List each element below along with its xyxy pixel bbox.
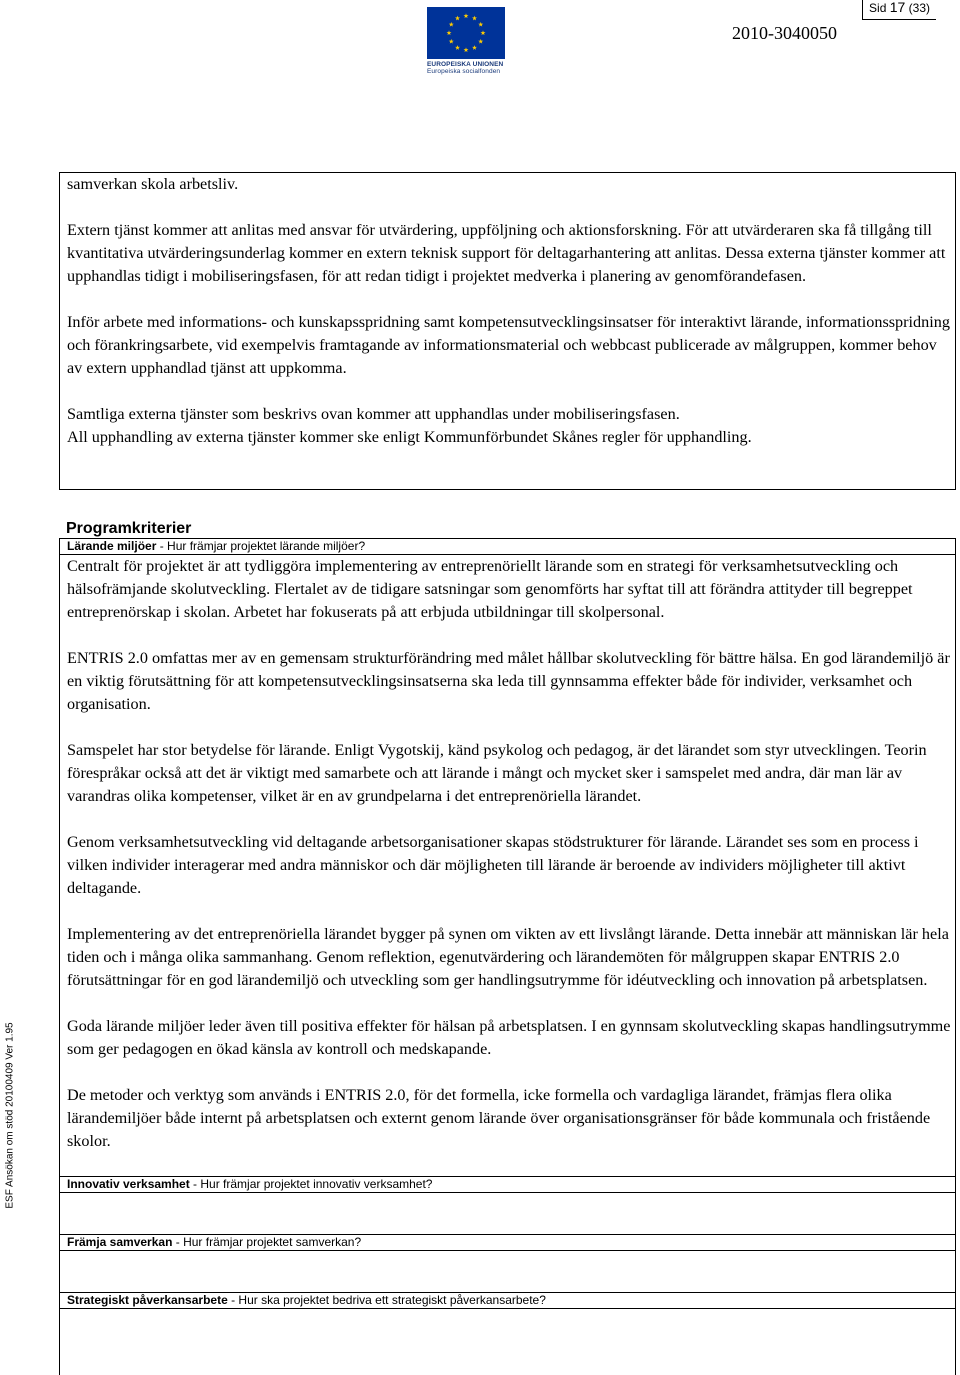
paragraph: Inför arbete med informations- och kunskapsspridning samt kompetensutvecklingsinsatser för interaktivt lärande, informationsspridning och förankringsarbete, vid exempelvis framtagande av informationsmaterial och webbcast publicerade av målgruppen, kommer behov av extern upphandlad tjänst att uppkomma. (67, 313, 950, 377)
eu-caption-line1: EUROPEISKA UNIONEN (427, 61, 504, 68)
question-title: Innovativ verksamhet (67, 1177, 190, 1191)
question-text: - Hur främjar projektet innovativ verksamhet? (189, 1177, 433, 1191)
paragraph: Samspelet har stor betydelse för lärande. Enligt Vygotskij, känd psykolog och pedagog, är det lärandet som styr utvecklingen. Teorin förespråkar också att det är viktigt med samarbete och att lärande i mångt och mycket sker i samspelet med andra, där man lär av varandras olika kompetenser, vilket är en av grundpelarna i det entreprenöriella lärandet. (67, 741, 927, 805)
paragraph: ENTRIS 2.0 omfattas mer av en gemensam strukturförändring med målet hållbar skolutveckling för bättre hälsa. En god lärandemiljö är en viktig förutsättning för att kompetensutvecklingsinsatserna ska leda till gynnsamma effekter både för individer, verksamhet och organisation. (67, 649, 950, 713)
page-total: (33) (908, 1, 930, 15)
question-strategic-influence (60, 1292, 955, 1309)
question-text: - Hur främjar projektet samverkan? (172, 1235, 362, 1249)
question-title: Lärande miljöer (67, 539, 157, 553)
continued-text (60, 173, 955, 449)
question-text: - Hur ska projektet bedriva ett strategiskt påverkansarbete? (227, 1293, 546, 1307)
answer-learning-environments (60, 555, 955, 1176)
paragraph: Implementering av det entreprenöriella lärandet bygger på synen om vikten av ett livslångt lärande. Detta innebär att människan lär hela tiden och i många olika sammanhang. Genom reflektion, egenutvärdering och lärandemöten för målgruppen skapar ENTRIS 2.0 förutsättningar för en god lärandemiljö och utveckling som ger handlingsutrymme för idéutveckling och innovation på arbetsplatsen. (67, 925, 949, 989)
question-title: Strategiskt påverkansarbete (67, 1293, 228, 1307)
criteria-grid (59, 538, 956, 1375)
paragraph: De metoder och verktyg som används i ENTRIS 2.0, för det formella, icke formella och vardagliga lärandet, främjas flera olika lärandemiljöer både internt på arbetsplatsen och externt genom lärande över organisationsgränser för både kommunala och fristående skolor. (67, 1086, 931, 1150)
paragraph: Goda lärande miljöer leder även till positiva effekter för hälsan på arbetsplatsen. I en gynnsam skolutveckling skapas handlingsutrymme som ger pedagogen en ökad känsla av kontroll och medskapande. (67, 1017, 951, 1058)
question-innovative-activity (60, 1176, 955, 1193)
page-number (862, 0, 936, 20)
question-title: Främja samverkan (67, 1235, 173, 1249)
side-version-label: ESF Ansökan om stöd 20100409 Ver 1.95 (4, 1022, 16, 1209)
paragraph: Centralt för projektet är att tydliggöra implementering av entreprenöriellt lärande som en strategi för verksamhetsutveckling och hälsofrämjande skolutveckling. Flertalet av de tidigare satsningar som genomförts har syftat till att förändra attityder till begreppet entreprenörskap i skolan. Arbetet har fokuserats på att erbjuda utbildningar till skolpersonal. (67, 557, 913, 621)
answer-innovative-activity (60, 1193, 955, 1234)
continued-text-box (59, 172, 956, 490)
document-id: 2010-3040050 (732, 23, 837, 43)
paragraph: All upphandling av externa tjänster kommer ske enligt Kommunförbundet Skånes regler för upphandling. (67, 428, 752, 446)
eu-flag-icon (427, 7, 505, 59)
section-heading: Programkriterier (66, 520, 192, 537)
paragraph: Extern tjänst kommer att anlitas med ansvar för utvärdering, uppföljning och aktionsforskning. För att utvärderaren ska få tillgång till kvantitativa utvärderingsunderlag kommer en extern teknisk support för deltagarhantering att anlitas. Dessa externa tjänster kommer att upphandlas tidigt i mobiliseringsfasen, för att redan tidigt i projektet medverka i planering av genomförandefasen. (67, 221, 946, 285)
question-text: - Hur främjar projektet lärande miljöer? (156, 539, 366, 553)
paragraph: samverkan skola arbetsliv. (67, 175, 239, 193)
eu-logo (427, 7, 507, 75)
paragraph: Genom verksamhetsutveckling vid deltagande arbetsorganisationer skapas stödstrukturer för lärande. Lärandet ses som en process i vilken individer interagerar med andra människor och där möjligheten till lärande är beroende av individers möjligheter till aktivt deltagande. (67, 833, 919, 897)
question-cooperation (60, 1234, 955, 1251)
question-learning-environments (60, 538, 955, 555)
paragraph: Samtliga externa tjänster som beskrivs ovan kommer att upphandlas under mobiliseringsfasen. (67, 405, 680, 423)
answer-cooperation (60, 1251, 955, 1292)
eu-caption (427, 61, 507, 75)
page-current: 17 (889, 0, 906, 15)
eu-caption-line2: Europeiska socialfonden (427, 68, 501, 75)
page-prefix: Sid (869, 1, 887, 15)
